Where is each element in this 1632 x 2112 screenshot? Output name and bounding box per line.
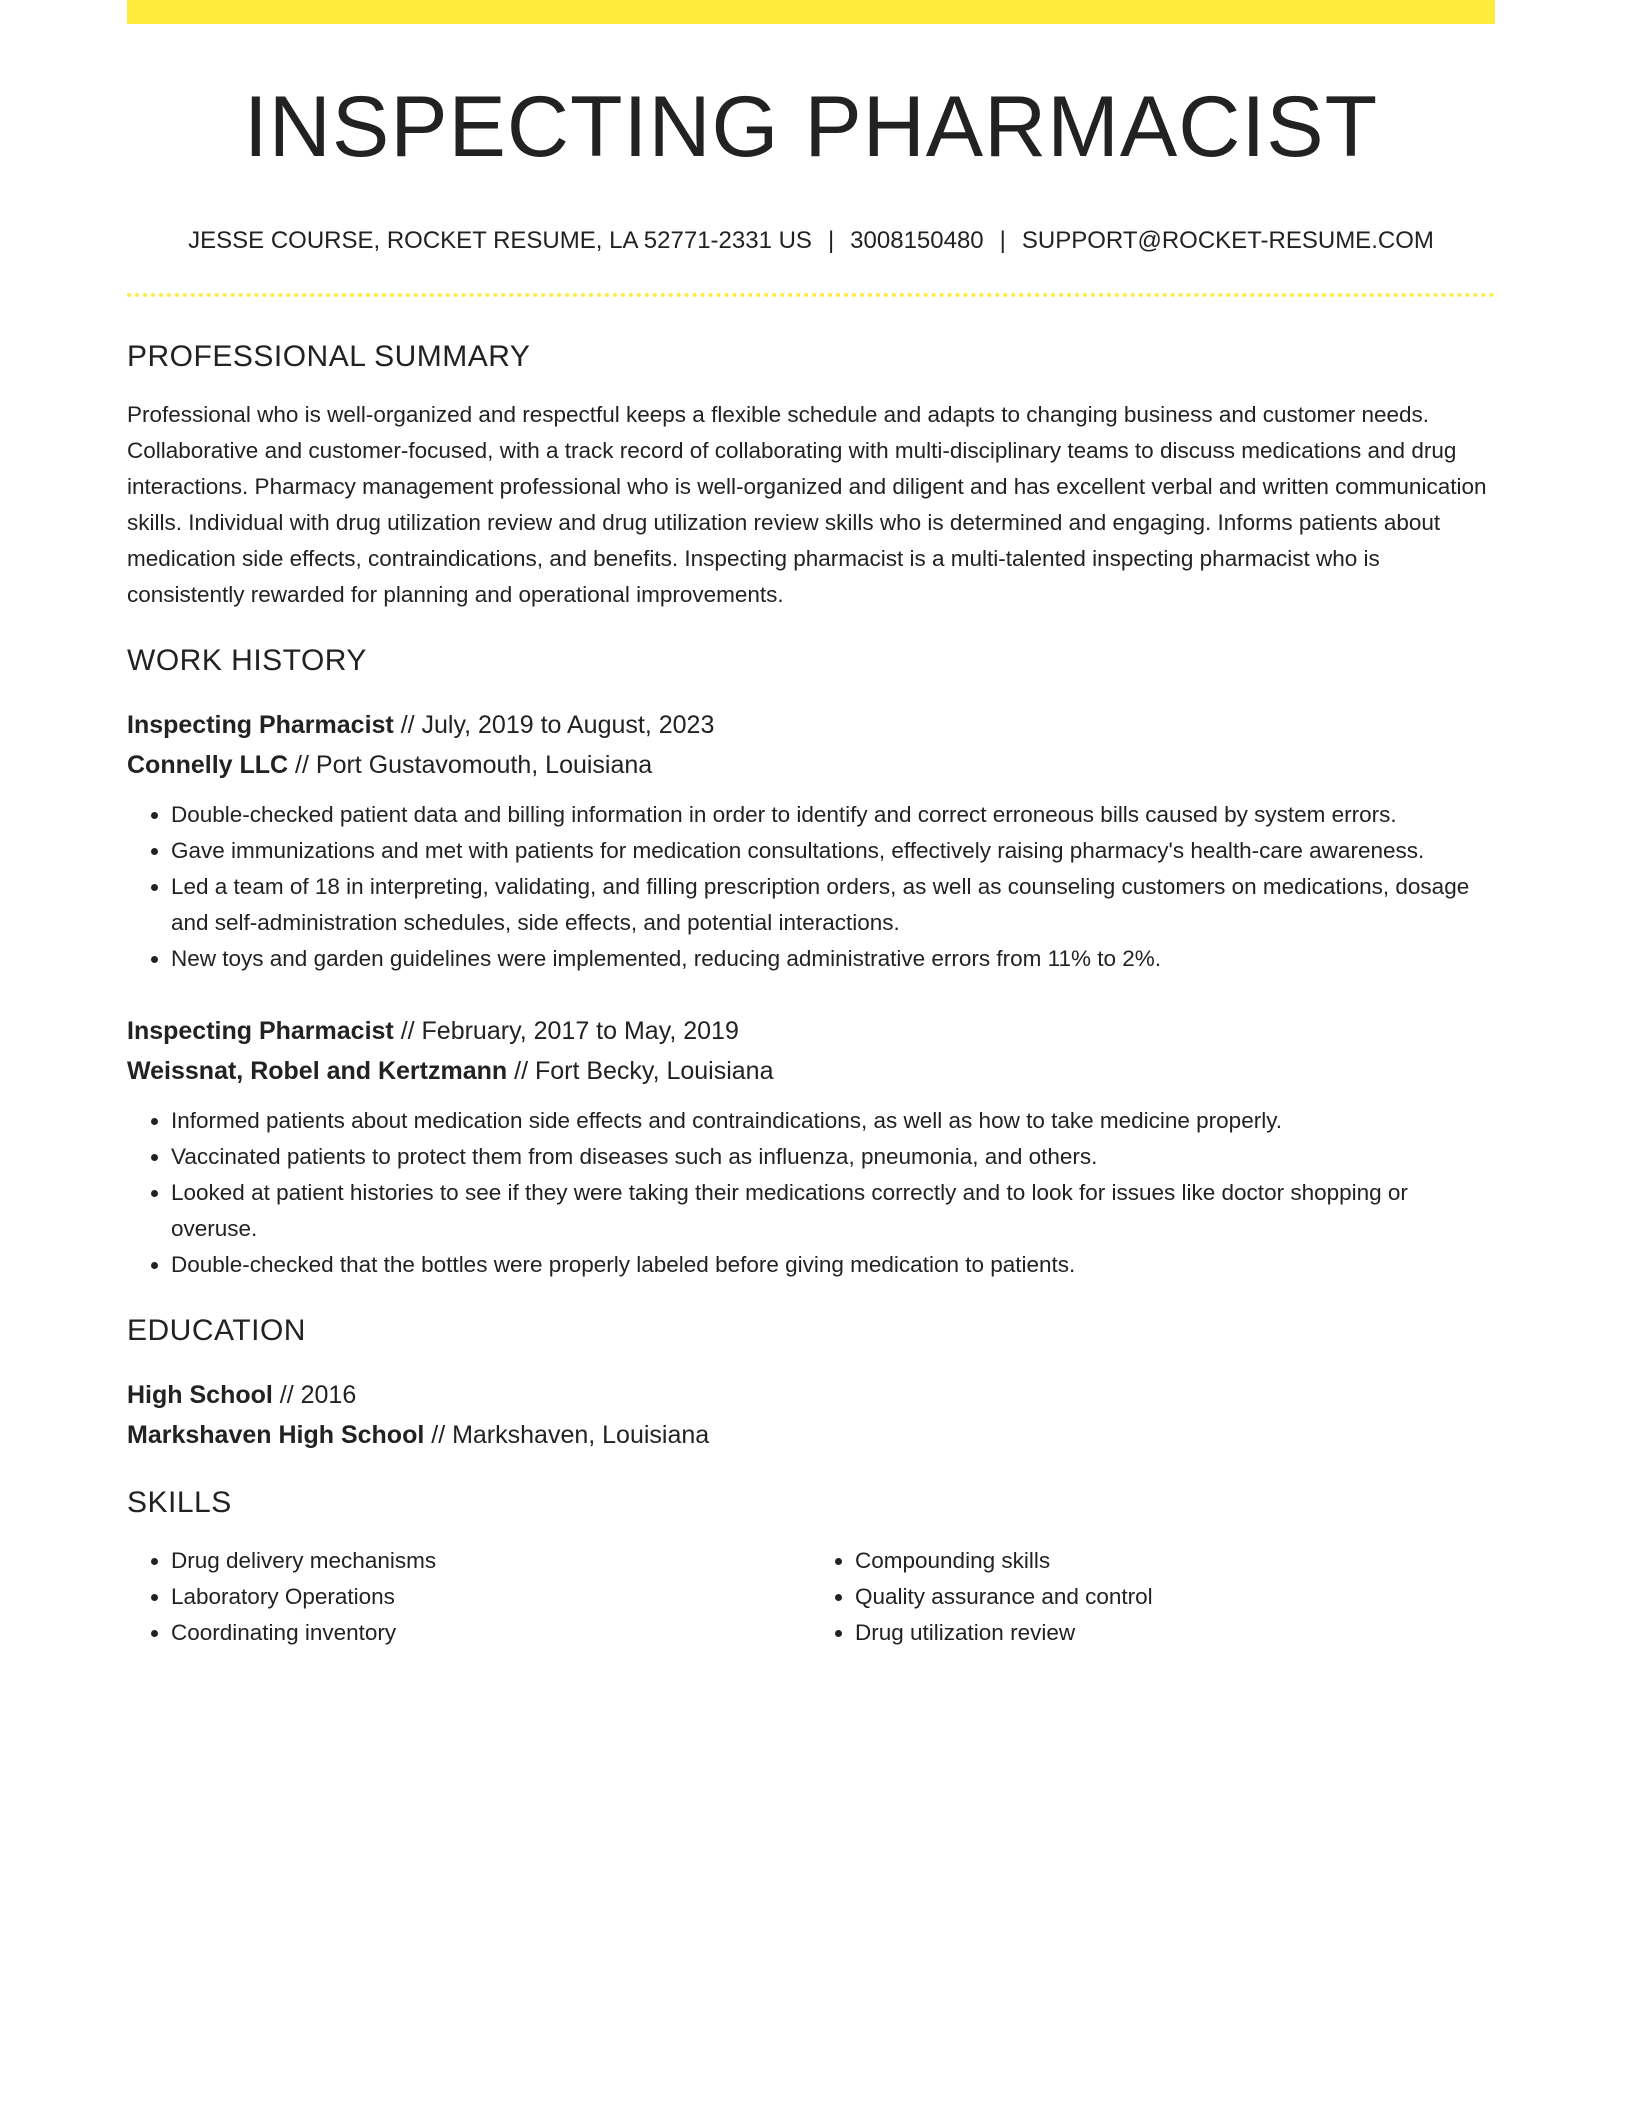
list-item: • Laboratory Operations bbox=[171, 1579, 811, 1615]
list-item: • Led a team of 18 in interpreting, validating, and filling prescription orders, as well as counseling customers on medications, dosage and self-administration schedules, side effects, and potential interactions. bbox=[171, 869, 1495, 941]
resume-name: INSPECTING PHARMACIST bbox=[243, 79, 1379, 175]
education-degree-line bbox=[127, 1375, 1495, 1415]
dotted-divider bbox=[127, 293, 1495, 297]
list-item: • Double-checked patient data and billing information in order to identify and correct erroneous bills caused by system errors. bbox=[171, 797, 1495, 833]
education-location: // Markshaven, Louisiana bbox=[424, 1421, 710, 1450]
section-title-work-history: WORK HISTORY bbox=[127, 644, 367, 678]
skills-columns bbox=[127, 1543, 1495, 1651]
job-title-line bbox=[127, 705, 1495, 745]
job-bullets bbox=[127, 797, 1495, 977]
job-title-line bbox=[127, 1011, 1495, 1051]
job-bullets bbox=[127, 1103, 1495, 1283]
contact-separator: | bbox=[827, 226, 835, 254]
list-item: • Vaccinated patients to protect them from diseases such as influenza, pneumonia, and others. bbox=[171, 1139, 1495, 1175]
section-title-education: EDUCATION bbox=[127, 1314, 306, 1348]
list-item: • Compounding skills bbox=[855, 1543, 1495, 1579]
job-location: // Fort Becky, Louisiana bbox=[507, 1057, 774, 1086]
job-role: Inspecting Pharmacist bbox=[127, 711, 394, 740]
list-item: • Gave immunizations and met with patients for medication consultations, effectively raising pharmacy's health-care awareness. bbox=[171, 833, 1495, 869]
contact-line bbox=[127, 227, 1495, 256]
list-item: • Coordinating inventory bbox=[171, 1615, 811, 1651]
skills-list-right bbox=[811, 1543, 1495, 1651]
list-item: • Double-checked that the bottles were properly labeled before giving medication to patients. bbox=[171, 1247, 1495, 1283]
list-item: • New toys and garden guidelines were implemented, reducing administrative errors from 11% to 2%. bbox=[171, 941, 1495, 977]
skills-list-left bbox=[127, 1543, 811, 1651]
contact-separator: | bbox=[999, 226, 1006, 254]
education-school-line bbox=[127, 1415, 1495, 1455]
contact-email: SUPPORT@ROCKET-RESUME.COM bbox=[1021, 226, 1434, 254]
job-dates: // July, 2019 to August, 2023 bbox=[393, 711, 715, 740]
job-company-line bbox=[127, 1051, 1495, 1091]
education-year: // 2016 bbox=[272, 1381, 357, 1410]
job-company: Connelly LLC bbox=[127, 751, 289, 780]
education-school: Markshaven High School bbox=[127, 1421, 425, 1450]
list-item: • Quality assurance and control bbox=[855, 1579, 1495, 1615]
list-item: • Drug delivery mechanisms bbox=[171, 1543, 811, 1579]
job-company: Weissnat, Robel and Kertzmann bbox=[127, 1057, 508, 1086]
list-item: • Informed patients about medication side effects and contraindications, as well as how to take medicine properly. bbox=[171, 1103, 1495, 1139]
job-entry bbox=[127, 1011, 1495, 1283]
job-location: // Port Gustavomouth, Louisiana bbox=[288, 751, 653, 780]
accent-top-bar bbox=[127, 0, 1495, 24]
job-role: Inspecting Pharmacist bbox=[127, 1017, 394, 1046]
list-item: • Drug utilization review bbox=[855, 1615, 1495, 1651]
education-degree: High School bbox=[127, 1381, 273, 1410]
section-title-skills: SKILLS bbox=[127, 1486, 232, 1520]
job-entry bbox=[127, 705, 1495, 977]
job-company-line bbox=[127, 745, 1495, 785]
summary-text: Professional who is well-organized and respectful keeps a flexible schedule and adapts to changing business and customer needs. Collaborative and customer-focused, with a track record of collaborating with multi-disciplinary teams to discuss medications and drug interactions. Pharmacy management professional who is well-organized and diligent and has excellent verbal and written communication skills. Individual with drug utilization review and drug utilization review skills who is determined and engaging. Informs patients about medication side effects, contraindications, and benefits. Inspecting pharmacist is a multi-talented inspecting pharmacist who is consistently rewarded for planning and operational improvements. bbox=[127, 402, 1487, 608]
contact-phone: 3008150480 bbox=[850, 226, 984, 254]
contact-address: JESSE COURSE, ROCKET RESUME, LA 52771-2331 US bbox=[188, 226, 812, 254]
education-entry bbox=[127, 1375, 1495, 1455]
section-title-summary: PROFESSIONAL SUMMARY bbox=[127, 340, 531, 374]
list-item: • Looked at patient histories to see if they were taking their medications correctly and to look for issues like doctor shopping or overuse. bbox=[171, 1175, 1495, 1247]
resume-page bbox=[127, 0, 1495, 1651]
job-dates: // February, 2017 to May, 2019 bbox=[393, 1017, 739, 1046]
